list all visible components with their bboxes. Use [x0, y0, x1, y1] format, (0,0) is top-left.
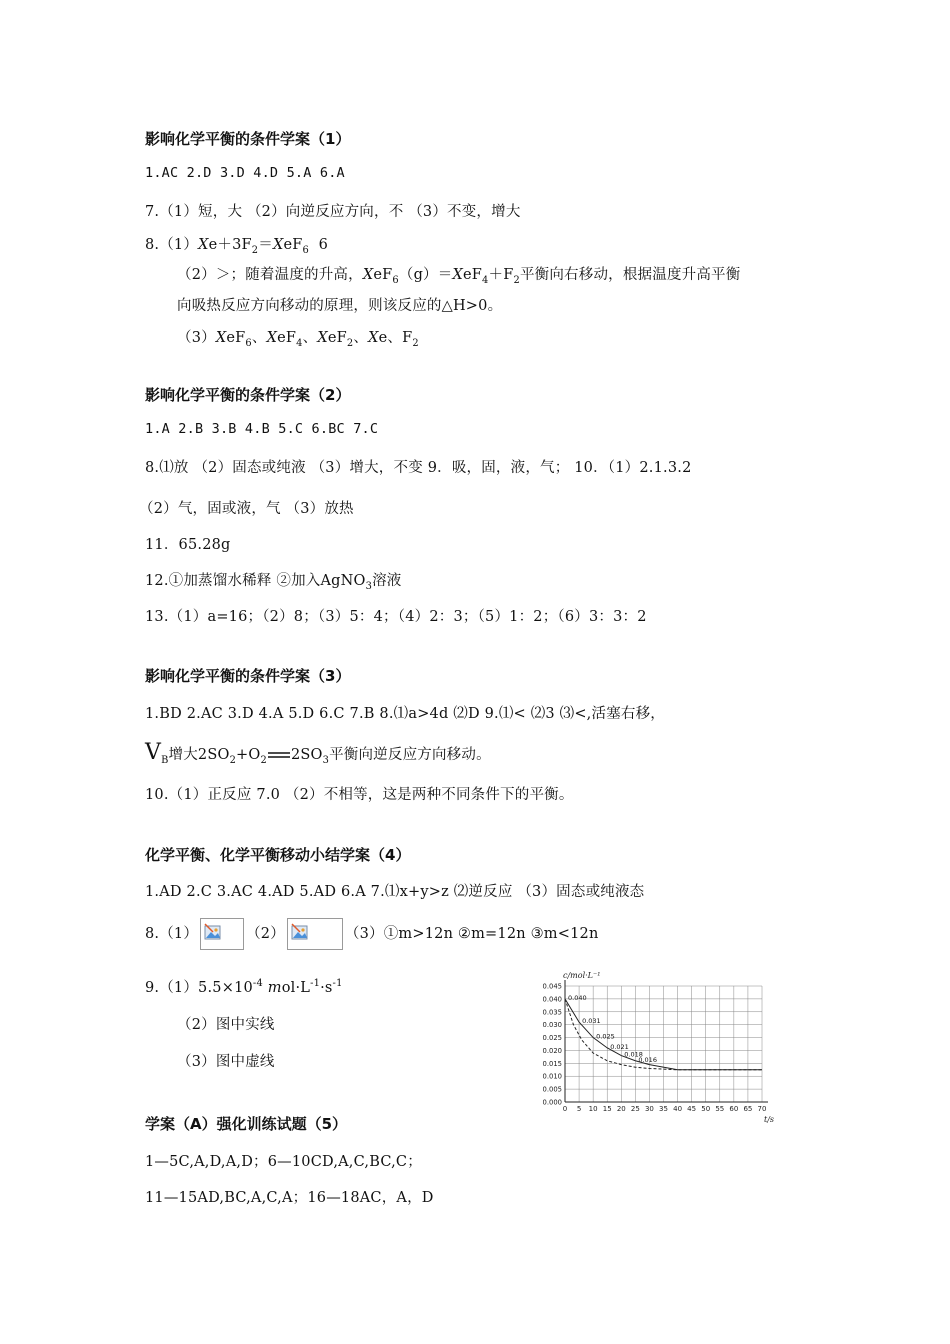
- y-tick-label: 0.000: [542, 1098, 562, 1107]
- s2-answers-line: 1.A 2.B 3.B 4.B 5.C 6.BC 7.C: [145, 421, 379, 437]
- section-4-title: 化学平衡、化学平衡移动小结学案（4）: [145, 846, 411, 864]
- s3-answers-line: 1.BD 2.AC 3.D 4.A 5.D 6.C 7.B 8.⑴a>4d ⑵D 9.⑴< ⑵3 ⑶<,活塞右移，: [145, 706, 665, 722]
- s1-answers-line: 1.AC 2.D 3.D 4.D 5.A 6.A: [145, 165, 345, 181]
- x-tick-label: 15: [602, 1105, 612, 1113]
- x-tick-label: 50: [701, 1105, 711, 1113]
- equilibrium-arrow-icon: [267, 750, 291, 760]
- x-tick-label: 25: [630, 1105, 640, 1113]
- s2-q10-line: （2）气，固或液，气 （3）放热: [139, 501, 354, 517]
- s1-q8-line-3: 向吸热反应方向移动的原理，则该反应的△H>0。: [177, 298, 503, 314]
- y-tick-label: 0.035: [542, 1008, 562, 1017]
- data-point-label: 0.025: [596, 1032, 615, 1041]
- y-axis-label: c/mol·L⁻¹: [563, 971, 601, 980]
- data-point-label: 0.016: [638, 1055, 657, 1064]
- concentration-time-chart: [532, 966, 777, 1124]
- data-point-label: 0.031: [582, 1017, 601, 1026]
- s3-q10-line: 10.（1）正反应 7.0 （2）不相等，这是两种不同条件下的平衡。: [145, 787, 574, 803]
- x-tick-label: 10: [588, 1105, 598, 1113]
- s1-q8-line-1: $8.(1)Xe+3F_2=XeF_6$ 6: [145, 237, 329, 256]
- y-tick-label: 0.015: [542, 1059, 562, 1068]
- data-point-label: 0.021: [610, 1042, 629, 1051]
- s4-q9-line-3: （3）图中虚线: [177, 1054, 275, 1070]
- section-3-title: 影响化学平衡的条件学案（3）: [145, 667, 351, 685]
- x-tick-label: 70: [757, 1105, 767, 1113]
- s3-q9-line: $V_B$增大$2SO_2+O_2$ $2SO_3$平衡向逆反应方向移动。: [145, 740, 491, 766]
- s2-q13-line: 13.（1）a=16；（2）8；（3）5：4；（4）2：3；（5）1：2；（6）3：3：2: [145, 609, 647, 625]
- s5-line-1: 1—5C,A,D,A,D；6—10CD,A,C,BC,C；: [145, 1154, 422, 1170]
- section-5-title: 学案（A）强化训练试题（5）: [145, 1115, 348, 1133]
- y-tick-label: 0.045: [542, 982, 562, 991]
- s1-q8-line-2: （2）＞；随着温度的升高，$XeF_6(g)=XeF_4+F_2$平衡向右移动，根据温度升高平衡: [177, 267, 741, 286]
- y-tick-label: 0.010: [542, 1072, 562, 1081]
- s2-q12-line: 12.①加蒸馏水稀释 ②加入AgNO$_3$溶液: [145, 573, 402, 592]
- x-axis-label: t/s: [764, 1115, 775, 1124]
- s4-q9-line-1: $9.(1)5.5\times 10^{-4}$ $mol\cdot L^{-1}\cdot s^{-1}$: [145, 978, 343, 996]
- x-tick-label: 65: [743, 1105, 753, 1113]
- y-tick-label: 0.030: [542, 1021, 562, 1030]
- y-tick-label: 0.005: [542, 1085, 562, 1094]
- broken-image-icon: [204, 923, 222, 941]
- s2-q8-line: 8.⑴放 （2）固态或纯液 （3）增大，不变 9．吸，固，液，气； 10．（1）2.1.3.2: [145, 460, 692, 476]
- x-tick-label: 5: [576, 1105, 582, 1113]
- broken-image-2: [287, 918, 343, 950]
- x-tick-label: 45: [687, 1105, 697, 1113]
- data-point-label: 0.040: [568, 993, 587, 1002]
- broken-image-icon: [291, 923, 309, 941]
- y-tick-label: 0.025: [542, 1034, 562, 1043]
- s1-q8-line-4: （3）XeF$_6$、XeF$_4$、XeF$_2$、Xe、$F_2$: [177, 330, 419, 349]
- s5-line-2: 11—15AD,BC,A,C,A；16—18AC，A，D: [145, 1190, 434, 1206]
- x-tick-label: 40: [673, 1105, 683, 1113]
- s4-q8-line: [145, 918, 599, 950]
- data-point-label: 0.018: [624, 1050, 643, 1059]
- y-tick-label: 0.020: [542, 1046, 562, 1055]
- s2-q11-line: 11．65.28g: [145, 537, 231, 553]
- s4-answers-line: 1.AD 2.C 3.AC 4.AD 5.AD 6.A 7.⑴x+y>z ⑵逆反应 （3）固态或纯液态: [145, 884, 645, 900]
- s1-q7-line: 7.（1）短，大 （2）向逆反应方向，不 （3）不变，增大: [145, 204, 521, 220]
- s4-q8-part2-label: （2）: [246, 926, 285, 942]
- x-tick-label: 35: [659, 1105, 668, 1113]
- x-tick-label: 55: [715, 1105, 725, 1113]
- section-2-title: 影响化学平衡的条件学案（2）: [145, 386, 351, 404]
- x-tick-label: 60: [729, 1105, 739, 1113]
- x-tick-label: 30: [644, 1105, 654, 1113]
- x-tick-label: 20: [616, 1105, 626, 1113]
- s4-q8-part1-label: 8.（1）: [145, 926, 199, 942]
- y-tick-label: 0.040: [542, 995, 562, 1004]
- s4-q8-part3-label: （3）①m>12n ②m=12n ③m<12n: [344, 926, 599, 942]
- section-1-title: 影响化学平衡的条件学案（1）: [145, 130, 351, 148]
- x-tick-label: 0: [562, 1105, 568, 1113]
- broken-image-1: [200, 918, 244, 950]
- s4-q9-line-2: （2）图中实线: [177, 1017, 275, 1033]
